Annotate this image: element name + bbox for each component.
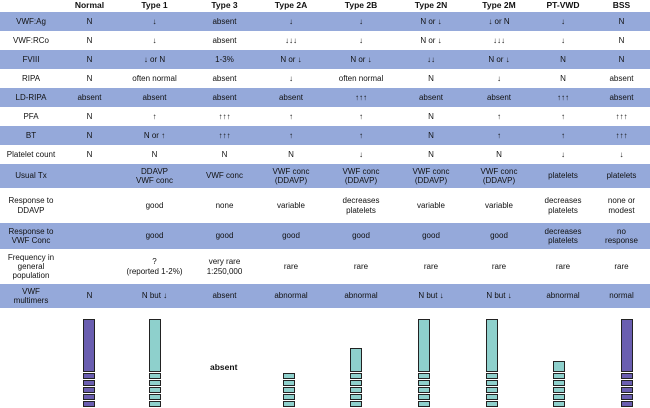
table-cell: ? (reported 1-2%) bbox=[117, 249, 192, 284]
table-cell: N but ↓ bbox=[117, 284, 192, 308]
multimer-band bbox=[486, 373, 498, 379]
table-row bbox=[0, 31, 650, 50]
table-cell: DDAVP VWF conc bbox=[117, 164, 192, 188]
multimer-band bbox=[621, 387, 633, 393]
table-cell: VWF conc (DDAVP) bbox=[257, 164, 325, 188]
multimer-band bbox=[83, 380, 95, 386]
multimer-large-band bbox=[418, 319, 430, 372]
multimer-band bbox=[486, 387, 498, 393]
multimer-band bbox=[83, 387, 95, 393]
table-cell: N bbox=[257, 145, 325, 164]
table-cell: good bbox=[325, 223, 397, 249]
table-cell: ↑↑↑ bbox=[593, 126, 650, 145]
row-label: VWF:Ag bbox=[0, 12, 62, 31]
row-label: Response to VWF Conc bbox=[0, 223, 62, 249]
table-cell: absent bbox=[593, 69, 650, 88]
table-cell: ↓↓↓ bbox=[465, 31, 533, 50]
row-label: RIPA bbox=[0, 69, 62, 88]
multimer-large-band bbox=[553, 361, 565, 372]
table-cell: absent bbox=[397, 88, 465, 107]
table-cell: ↓ bbox=[325, 12, 397, 31]
table-cell: N or ↓ bbox=[325, 50, 397, 69]
multimer-band bbox=[149, 387, 161, 393]
table-cell: ↑↑↑ bbox=[325, 88, 397, 107]
multimer-band bbox=[83, 401, 95, 407]
table-cell: N bbox=[62, 69, 117, 88]
table-cell: absent bbox=[465, 88, 533, 107]
multimer-band bbox=[621, 394, 633, 400]
column-header: Type 2B bbox=[325, 0, 397, 12]
table-cell: ↓ bbox=[117, 31, 192, 50]
column-header: PT-VWD bbox=[533, 0, 593, 12]
table-cell: N bbox=[465, 145, 533, 164]
table-cell: N bbox=[192, 145, 257, 164]
table-cell bbox=[62, 188, 117, 223]
table-cell: N or ↓ bbox=[465, 50, 533, 69]
table-cell: good bbox=[117, 188, 192, 223]
table-row bbox=[0, 88, 650, 107]
table-cell: N but ↓ bbox=[397, 284, 465, 308]
multimer-band bbox=[418, 380, 430, 386]
table-cell: good bbox=[192, 223, 257, 249]
multimer-band bbox=[350, 387, 362, 393]
table-cell: absent bbox=[192, 69, 257, 88]
table-cell: ↑ bbox=[533, 107, 593, 126]
table-cell: N bbox=[62, 107, 117, 126]
row-label: Platelet count bbox=[0, 145, 62, 164]
table-cell: N bbox=[397, 126, 465, 145]
multimer-band bbox=[149, 401, 161, 407]
multimer-diagram bbox=[0, 313, 650, 408]
table-cell: rare bbox=[325, 249, 397, 284]
table-cell: ↑↑↑ bbox=[593, 107, 650, 126]
table-cell: ↑ bbox=[117, 107, 192, 126]
multimer-band bbox=[621, 401, 633, 407]
table-cell: abnormal bbox=[533, 284, 593, 308]
table-cell: 1-3% bbox=[192, 50, 257, 69]
table-row bbox=[0, 188, 650, 223]
table-cell: ↑↑↑ bbox=[533, 88, 593, 107]
table-cell: ↑ bbox=[533, 126, 593, 145]
table-cell: N bbox=[62, 31, 117, 50]
table-cell: ↓ bbox=[325, 31, 397, 50]
multimer-band bbox=[149, 373, 161, 379]
table-cell: ↑ bbox=[325, 107, 397, 126]
table-cell: N or ↓ bbox=[397, 12, 465, 31]
column-header: Type 2M bbox=[465, 0, 533, 12]
table-cell: N bbox=[62, 12, 117, 31]
table-cell: variable bbox=[465, 188, 533, 223]
table-row bbox=[0, 249, 650, 284]
table-cell: rare bbox=[533, 249, 593, 284]
table-cell: absent bbox=[62, 88, 117, 107]
multimer-band bbox=[621, 380, 633, 386]
table-cell: ↑↑↑ bbox=[192, 126, 257, 145]
table-cell: ↓ bbox=[593, 145, 650, 164]
table-cell: absent bbox=[257, 88, 325, 107]
table-cell: rare bbox=[397, 249, 465, 284]
table-cell: very rare 1:250,000 bbox=[192, 249, 257, 284]
table-cell: absent bbox=[117, 88, 192, 107]
multimer-large-band bbox=[486, 319, 498, 372]
multimer-absent-label: absent bbox=[210, 362, 238, 372]
multimer-band bbox=[486, 380, 498, 386]
table-cell: N bbox=[397, 107, 465, 126]
table-row bbox=[0, 164, 650, 188]
row-label: Usual Tx bbox=[0, 164, 62, 188]
multimer-band bbox=[149, 380, 161, 386]
table-cell: N or ↓ bbox=[257, 50, 325, 69]
table-cell: N bbox=[533, 50, 593, 69]
table-cell: platelets bbox=[593, 164, 650, 188]
multimer-large-band bbox=[350, 348, 362, 372]
column-header: Type 2A bbox=[257, 0, 325, 12]
multimer-band bbox=[283, 380, 295, 386]
table-cell: often normal bbox=[325, 69, 397, 88]
table-cell: N bbox=[397, 69, 465, 88]
table-cell: platelets bbox=[533, 164, 593, 188]
multimer-band bbox=[350, 394, 362, 400]
multimer-band bbox=[553, 380, 565, 386]
table-cell: N but ↓ bbox=[465, 284, 533, 308]
row-label: LD-RIPA bbox=[0, 88, 62, 107]
row-label: BT bbox=[0, 126, 62, 145]
multimer-band bbox=[553, 401, 565, 407]
row-label: Response to DDAVP bbox=[0, 188, 62, 223]
table-cell bbox=[62, 223, 117, 249]
table-row bbox=[0, 50, 650, 69]
multimer-large-band bbox=[149, 319, 161, 372]
row-label: VWF:RCo bbox=[0, 31, 62, 50]
column-header: Type 3 bbox=[192, 0, 257, 12]
table-cell: good bbox=[397, 223, 465, 249]
multimer-band bbox=[553, 373, 565, 379]
table-cell: ↓ bbox=[257, 12, 325, 31]
multimer-band bbox=[418, 394, 430, 400]
table-cell: ↑ bbox=[465, 107, 533, 126]
table-cell: VWF conc bbox=[192, 164, 257, 188]
table-cell: N bbox=[533, 69, 593, 88]
table-cell: rare bbox=[257, 249, 325, 284]
table-cell: ↓ bbox=[533, 145, 593, 164]
table-row bbox=[0, 12, 650, 31]
table-cell: no response bbox=[593, 223, 650, 249]
multimer-band bbox=[283, 373, 295, 379]
table-cell: ↓ bbox=[533, 31, 593, 50]
table-cell: VWF conc (DDAVP) bbox=[397, 164, 465, 188]
table-cell: ↑ bbox=[465, 126, 533, 145]
table-cell: ↑ bbox=[257, 126, 325, 145]
multimer-band bbox=[283, 387, 295, 393]
column-header: Normal bbox=[62, 0, 117, 12]
row-label: Frequency in general population bbox=[0, 249, 62, 284]
table-cell: absent bbox=[192, 88, 257, 107]
multimer-band bbox=[350, 373, 362, 379]
table-row bbox=[0, 69, 650, 88]
table-cell: N bbox=[397, 145, 465, 164]
table-cell: variable bbox=[257, 188, 325, 223]
table-cell: N bbox=[593, 31, 650, 50]
multimer-band bbox=[83, 373, 95, 379]
column-header: Type 2N bbox=[397, 0, 465, 12]
table-cell: good bbox=[257, 223, 325, 249]
column-header: Type 1 bbox=[117, 0, 192, 12]
table-cell: N bbox=[62, 50, 117, 69]
table-cell: abnormal bbox=[257, 284, 325, 308]
table-cell: absent bbox=[192, 31, 257, 50]
table-cell: decreases platelets bbox=[325, 188, 397, 223]
table-cell: none bbox=[192, 188, 257, 223]
table-row bbox=[0, 284, 650, 308]
table-cell: N or ↓ bbox=[397, 31, 465, 50]
multimer-band bbox=[418, 401, 430, 407]
table-cell: ↓ bbox=[257, 69, 325, 88]
multimer-band bbox=[149, 394, 161, 400]
table-cell: ↓ bbox=[465, 69, 533, 88]
table-cell: absent bbox=[593, 88, 650, 107]
table-cell: N or ↑ bbox=[117, 126, 192, 145]
table-cell: N bbox=[593, 50, 650, 69]
table-row bbox=[0, 107, 650, 126]
column-header: BSS bbox=[593, 0, 650, 12]
table-cell: ↑ bbox=[325, 126, 397, 145]
table-cell: abnormal bbox=[325, 284, 397, 308]
table-cell: ↑↑↑ bbox=[192, 107, 257, 126]
row-label: PFA bbox=[0, 107, 62, 126]
multimer-band bbox=[350, 401, 362, 407]
multimer-band bbox=[553, 387, 565, 393]
table-row bbox=[0, 145, 650, 164]
multimer-band bbox=[283, 401, 295, 407]
table-cell bbox=[62, 249, 117, 284]
table-cell: rare bbox=[593, 249, 650, 284]
table-cell: ↓ or N bbox=[465, 12, 533, 31]
table-cell: VWF conc (DDAVP) bbox=[465, 164, 533, 188]
table-cell: decreases platelets bbox=[533, 223, 593, 249]
row-label: FVIII bbox=[0, 50, 62, 69]
table-cell: good bbox=[117, 223, 192, 249]
multimer-band bbox=[486, 401, 498, 407]
multimer-band bbox=[621, 373, 633, 379]
table-cell: decreases platelets bbox=[533, 188, 593, 223]
multimer-band bbox=[418, 387, 430, 393]
table-cell: ↑ bbox=[257, 107, 325, 126]
multimer-large-band bbox=[83, 319, 95, 372]
table-cell bbox=[62, 164, 117, 188]
table-cell: normal bbox=[593, 284, 650, 308]
table-cell: N bbox=[593, 12, 650, 31]
multimer-large-band bbox=[621, 319, 633, 372]
table-cell: often normal bbox=[117, 69, 192, 88]
table-body bbox=[0, 12, 650, 308]
table-cell: absent bbox=[192, 12, 257, 31]
table-cell: absent bbox=[192, 284, 257, 308]
multimer-band bbox=[283, 394, 295, 400]
table-cell: none or modest bbox=[593, 188, 650, 223]
multimer-band bbox=[350, 380, 362, 386]
table-row bbox=[0, 223, 650, 249]
table-cell: variable bbox=[397, 188, 465, 223]
table-cell: ↓ or N bbox=[117, 50, 192, 69]
column-header bbox=[0, 0, 62, 12]
multimer-band bbox=[486, 394, 498, 400]
header-row bbox=[0, 0, 650, 12]
table-cell: ↓ bbox=[533, 12, 593, 31]
table-cell: N bbox=[117, 145, 192, 164]
table-cell: N bbox=[62, 126, 117, 145]
table-cell: VWF conc (DDAVP) bbox=[325, 164, 397, 188]
multimer-band bbox=[418, 373, 430, 379]
table-cell: N bbox=[62, 145, 117, 164]
table-cell: ↓↓↓ bbox=[257, 31, 325, 50]
table-row bbox=[0, 126, 650, 145]
table-cell: good bbox=[465, 223, 533, 249]
table-cell: N bbox=[62, 284, 117, 308]
table-cell: ↓ bbox=[117, 12, 192, 31]
table-cell: rare bbox=[465, 249, 533, 284]
row-label: VWF multimers bbox=[0, 284, 62, 308]
multimer-band bbox=[553, 394, 565, 400]
table-cell: ↓↓ bbox=[397, 50, 465, 69]
multimer-band bbox=[83, 394, 95, 400]
table-cell: ↓ bbox=[325, 145, 397, 164]
